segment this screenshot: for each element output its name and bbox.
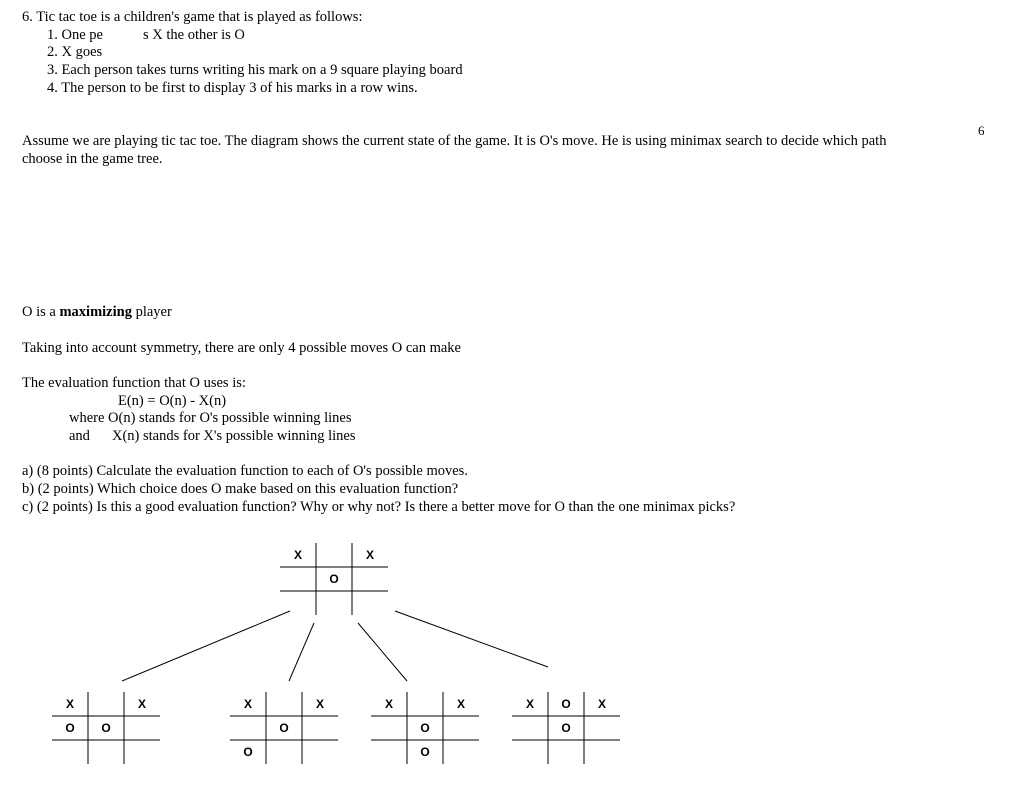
evaluation-and-text: X(n) stands for X's possible winning lines bbox=[112, 428, 356, 444]
rule-1-end: s X the other is O bbox=[143, 27, 245, 43]
tree-edges bbox=[122, 611, 548, 681]
x-mark: X bbox=[525, 697, 535, 711]
maximizing-bold: maximizing bbox=[59, 304, 132, 320]
x-mark: X bbox=[243, 697, 253, 711]
x-mark: X bbox=[597, 697, 607, 711]
question-a: a) (8 points) Calculate the evaluation function to each of O's possible moves. bbox=[22, 463, 468, 479]
o-mark: O bbox=[420, 745, 430, 759]
edge-3 bbox=[358, 623, 407, 681]
x-mark: X bbox=[456, 697, 466, 711]
rule-3: 3. Each person takes turns writing his mark on a 9 square playing board bbox=[47, 62, 463, 78]
o-mark: O bbox=[101, 721, 111, 735]
o-mark: O bbox=[329, 572, 339, 586]
x-mark: X bbox=[65, 697, 75, 711]
evaluation-intro: The evaluation function that O uses is: bbox=[22, 375, 246, 391]
question-c: c) (2 points) Is this a good evaluation function? Why or why not? Is there a better move for O than the one minimax picks? bbox=[22, 499, 736, 515]
o-mark: O bbox=[243, 745, 253, 759]
x-mark: X bbox=[293, 548, 303, 562]
x-mark: X bbox=[137, 697, 147, 711]
child-board-4 bbox=[512, 692, 620, 764]
x-mark: X bbox=[315, 697, 325, 711]
evaluation-where: where O(n) stands for O's possible winning lines bbox=[69, 410, 352, 426]
child-board-2 bbox=[230, 692, 338, 764]
root-board bbox=[280, 543, 388, 615]
assume-line-2: choose in the game tree. bbox=[22, 151, 163, 167]
maximizing-pre: O is a bbox=[22, 304, 60, 320]
maximizing-post: player bbox=[131, 304, 172, 320]
o-mark: O bbox=[420, 721, 430, 735]
o-mark: O bbox=[279, 721, 289, 735]
child-board-3 bbox=[371, 692, 479, 764]
rule-2: 2. X goes bbox=[47, 44, 103, 60]
edge-1 bbox=[122, 611, 290, 681]
rule-1-start: 1. One pe bbox=[47, 27, 103, 43]
x-mark: X bbox=[365, 548, 375, 562]
edge-4 bbox=[395, 611, 548, 667]
o-mark: O bbox=[561, 697, 571, 711]
evaluation-and-label: and bbox=[69, 428, 90, 444]
o-mark: O bbox=[65, 721, 75, 735]
rule-4: 4. The person to be first to display 3 of his marks in a row wins. bbox=[47, 80, 418, 96]
edge-2 bbox=[289, 623, 314, 681]
o-mark: O bbox=[561, 721, 571, 735]
problem-header: 6. Tic tac toe is a children's game that is played as follows: bbox=[22, 9, 363, 25]
symmetry-statement: Taking into account symmetry, there are only 4 possible moves O can make bbox=[22, 340, 461, 356]
question-b: b) (2 points) Which choice does O make based on this evaluation function? bbox=[22, 481, 459, 497]
x-mark: X bbox=[384, 697, 394, 711]
assume-line-1: Assume we are playing tic tac toe. The diagram shows the current state of the game. It is O's move. He is using minimax search to decide which path bbox=[22, 133, 887, 149]
evaluation-formula: E(n) = O(n) - X(n) bbox=[118, 393, 227, 409]
child-board-1 bbox=[52, 692, 160, 764]
margin-number: 6 bbox=[978, 123, 985, 138]
